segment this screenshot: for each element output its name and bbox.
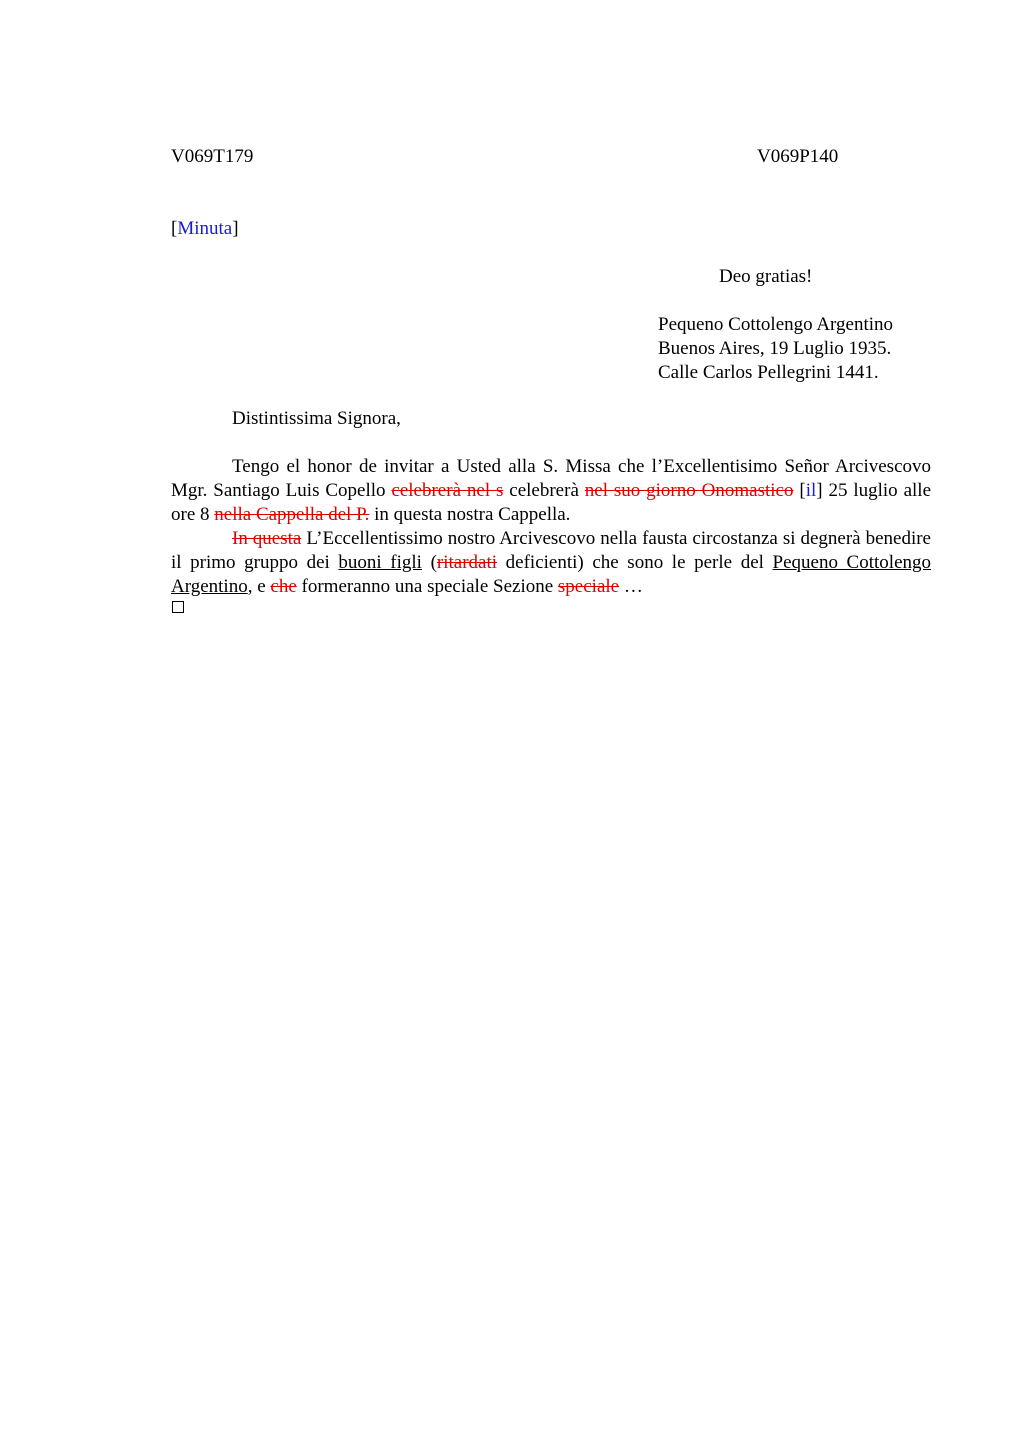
sender-address: [658, 313, 893, 385]
address-line-3: Calle Carlos Pellegrini 1441.: [658, 362, 879, 383]
deleted-text: nel suo giorno Onomastico: [584, 480, 794, 501]
address-line-2: Buenos Aires, 19 Luglio 1935.: [658, 338, 892, 359]
minuta-text: Minuta: [177, 218, 233, 239]
salutation: Distintissima Signora,: [232, 408, 401, 429]
paragraph-blessing: [171, 527, 931, 599]
underlined-text: buoni figli: [338, 552, 422, 573]
minuta-close-bracket: ]: [232, 218, 239, 239]
deleted-text: nella Cappella del P.: [214, 504, 370, 525]
deleted-text: celebrerà nel s: [391, 480, 504, 501]
deleted-text: ritardati: [436, 552, 498, 573]
address-line-1: Pequeno Cottolengo Argentino: [658, 314, 894, 335]
deo-gratias: Deo gratias!: [719, 266, 813, 287]
text-segment: L’Eccellentissimo nostro Arcivescovo nella fausta circostanza si degnerà benedire il primo gruppo dei: [171, 528, 931, 573]
text-segment: celebrerà: [503, 480, 585, 501]
editorial-insertion: il: [805, 480, 817, 501]
document-code-left: V069T179: [171, 146, 254, 167]
minuta-label: [171, 218, 239, 240]
underlined-text: Pequeno Cottolengo Argentino: [171, 552, 931, 597]
document-code-right: V069P140: [757, 146, 839, 167]
deleted-text: In questa: [232, 528, 302, 549]
letter-body: [171, 455, 931, 599]
text-segment: , e: [247, 576, 271, 597]
text-segment: [: [793, 480, 806, 501]
text-segment: formeranno una speciale Sezione: [296, 576, 558, 597]
text-segment: …: [619, 576, 643, 597]
paragraph-invitation: [171, 455, 931, 527]
text-segment: ] 25 luglio alle ore 8: [171, 480, 931, 525]
text-segment: deficienti) che sono le perle del: [497, 552, 773, 573]
deleted-text: speciale: [557, 576, 620, 597]
text-segment: (: [421, 552, 437, 573]
text-segment: in questa nostra Cappella.: [369, 504, 571, 525]
deleted-text: che: [270, 576, 297, 597]
minuta-open-bracket: [: [171, 218, 178, 239]
square-marker-icon: [172, 601, 184, 613]
text-segment: Tengo el honor de invitar a Usted alla S. Missa che l’Excellentisimo Señor Arcivescovo Mgr. Santiago Luis Copello: [171, 456, 931, 501]
